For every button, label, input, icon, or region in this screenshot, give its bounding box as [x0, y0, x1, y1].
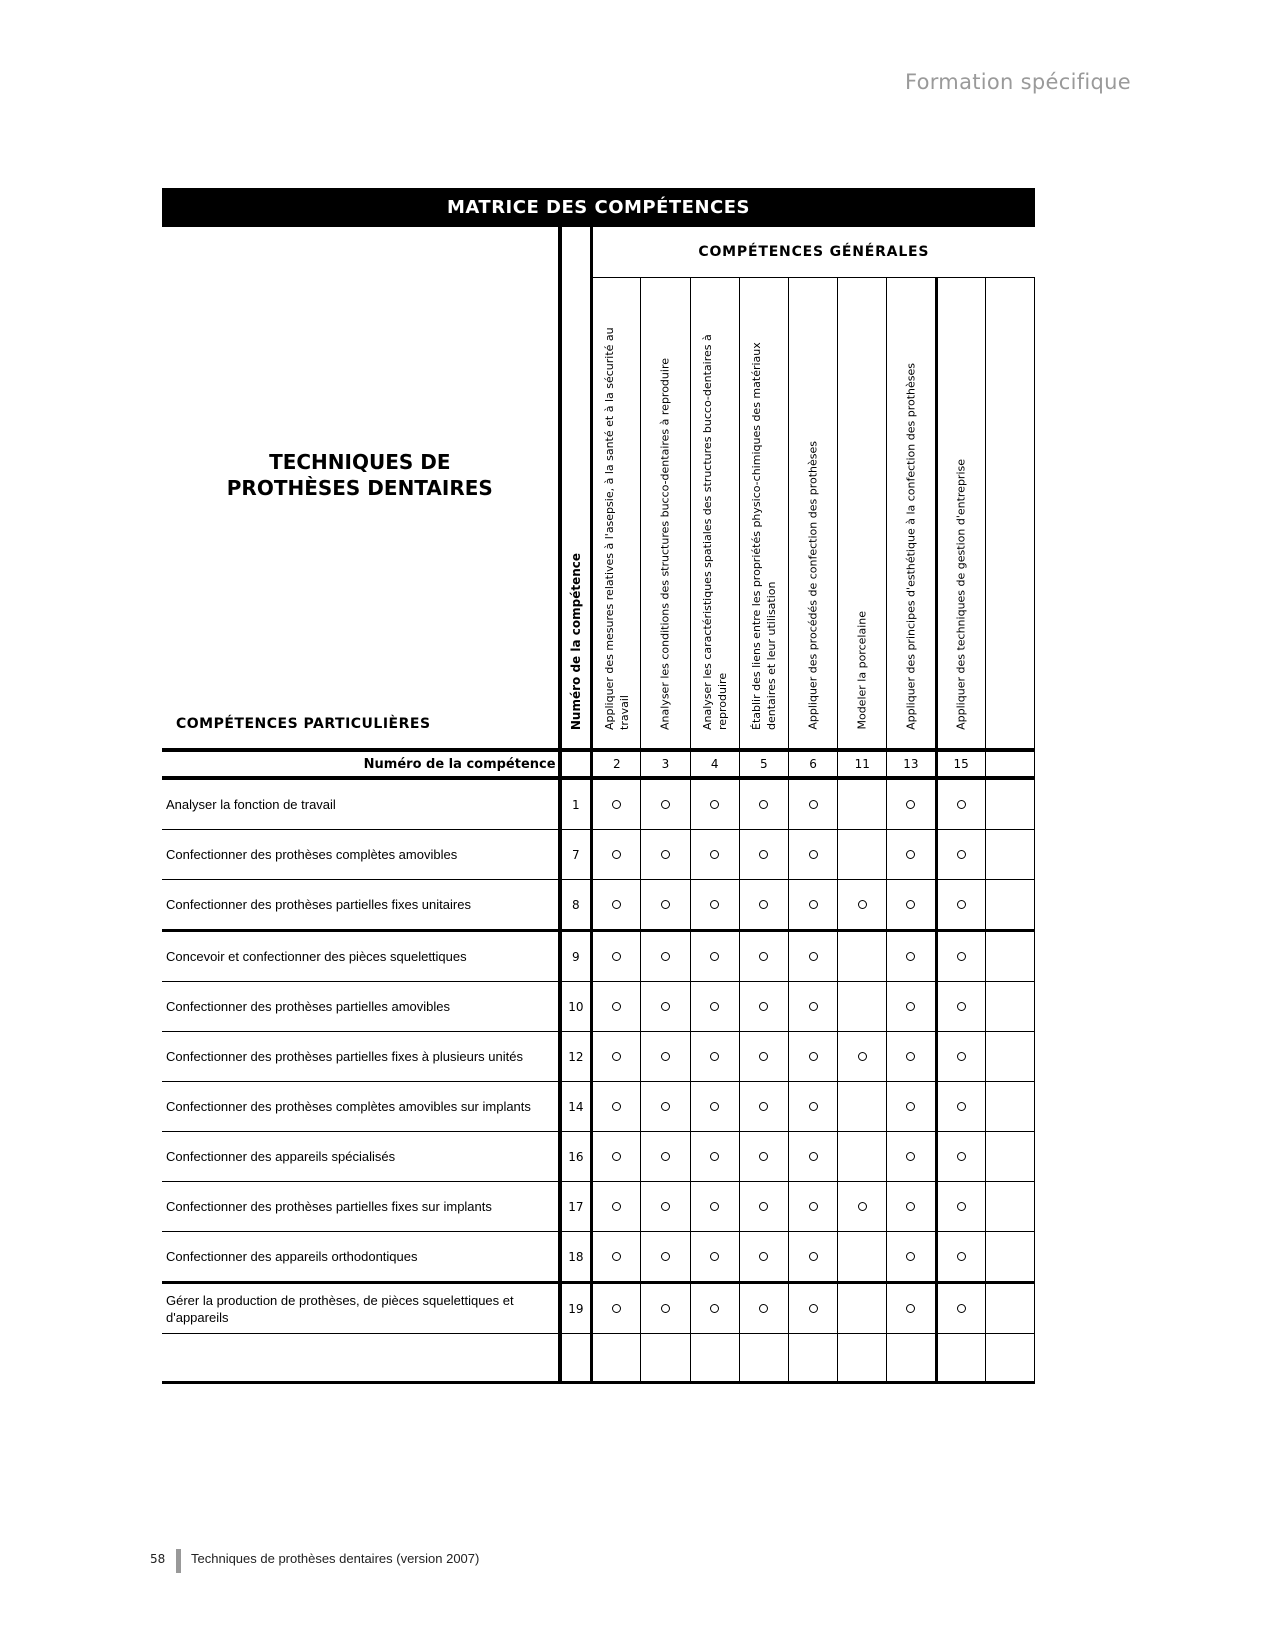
- matrix-cell: [936, 1132, 985, 1182]
- matrix-cell: [788, 1032, 837, 1082]
- circle-marker-icon: [612, 1052, 621, 1061]
- matrix-cell: [838, 1132, 887, 1182]
- particular-competency-number: 12: [560, 1032, 592, 1082]
- circle-marker-icon: [710, 1152, 719, 1161]
- matrix-cell: [690, 931, 739, 982]
- particular-competency-label: Confectionner des prothèses partielles fixes unitaires: [162, 880, 560, 931]
- general-competency-header: [592, 278, 641, 751]
- particular-competency-number: 19: [560, 1283, 592, 1334]
- circle-marker-icon: [710, 952, 719, 961]
- particular-competency-label: Gérer la production de prothèses, de pièces squelettiques et d'appareils: [162, 1283, 560, 1334]
- circle-marker-icon: [906, 952, 915, 961]
- matrix-cell: [592, 1132, 641, 1182]
- general-competency-number: [985, 750, 1034, 778]
- circle-marker-icon: [661, 1252, 670, 1261]
- circle-marker-icon: [710, 850, 719, 859]
- particular-competency-number: 14: [560, 1082, 592, 1132]
- circle-marker-icon: [809, 1152, 818, 1161]
- circle-marker-icon: [759, 1002, 768, 1011]
- circle-marker-icon: [858, 1052, 867, 1061]
- matrix-cell: [838, 982, 887, 1032]
- matrix-cell: [690, 1132, 739, 1182]
- circle-marker-icon: [759, 1304, 768, 1313]
- particular-competency-number: 7: [560, 830, 592, 880]
- empty-cell: [936, 1334, 985, 1383]
- particular-competency-label: Confectionner des prothèses complètes amovibles sur implants: [162, 1082, 560, 1132]
- circle-marker-icon: [957, 800, 966, 809]
- matrix-cell: [739, 931, 788, 982]
- particular-competency-number: 16: [560, 1132, 592, 1182]
- table-row: [162, 931, 1035, 982]
- program-title-line-1: TECHNIQUES DE: [269, 450, 451, 474]
- table-row: [162, 830, 1035, 880]
- table-row: [162, 1182, 1035, 1232]
- matrix-cell: [788, 982, 837, 1032]
- circle-marker-icon: [612, 952, 621, 961]
- circle-marker-icon: [612, 1152, 621, 1161]
- circle-marker-icon: [957, 1304, 966, 1313]
- matrix-cell: [739, 1283, 788, 1334]
- circle-marker-icon: [957, 900, 966, 909]
- table-row: [162, 1032, 1035, 1082]
- general-competency-label: Appliquer des principes d'esthétique à la confection des prothèses: [904, 363, 918, 730]
- empty-cell: [739, 1334, 788, 1383]
- circle-marker-icon: [759, 1202, 768, 1211]
- matrix-cell: [936, 778, 985, 830]
- table-row: [162, 982, 1035, 1032]
- matrix-cell: [690, 982, 739, 1032]
- matrix-cell: [838, 1182, 887, 1232]
- general-competency-header: [887, 278, 936, 751]
- matrix-cell: [690, 1032, 739, 1082]
- circle-marker-icon: [759, 850, 768, 859]
- circle-marker-icon: [809, 1102, 818, 1111]
- matrix-cell: [641, 880, 690, 931]
- empty-row: [162, 1334, 1035, 1383]
- matrix-cell: [592, 1032, 641, 1082]
- general-competency-label: Appliquer des techniques de gestion d'entreprise: [954, 459, 968, 730]
- circle-marker-icon: [906, 850, 915, 859]
- general-competency-label: Analyser les caractéristiques spatiales des structures bucco-dentaires à reproduire: [700, 334, 729, 730]
- matrix-cell: [592, 880, 641, 931]
- circle-marker-icon: [710, 1102, 719, 1111]
- table-row: [162, 1283, 1035, 1334]
- circle-marker-icon: [957, 1002, 966, 1011]
- circle-marker-icon: [906, 1052, 915, 1061]
- matrix-cell: [592, 931, 641, 982]
- particular-competencies-title: COMPÉTENCES PARTICULIÈRES: [176, 716, 431, 732]
- matrix-cell: [838, 830, 887, 880]
- particular-competency-number: 18: [560, 1232, 592, 1283]
- particular-competency-number: 8: [560, 880, 592, 931]
- circle-marker-icon: [957, 1152, 966, 1161]
- matrix-cell: [838, 1082, 887, 1132]
- matrix-cell: [739, 880, 788, 931]
- circle-marker-icon: [612, 850, 621, 859]
- particular-competency-label: Confectionner des appareils spécialisés: [162, 1132, 560, 1182]
- circle-marker-icon: [661, 1102, 670, 1111]
- running-head: Formation spécifique: [904, 70, 1131, 94]
- circle-marker-icon: [612, 800, 621, 809]
- general-competency-label: Appliquer des mesures relatives à l'asepsie, à la santé et à la sécurité au travail: [602, 327, 631, 730]
- matrix-cell: [985, 1283, 1034, 1334]
- general-competency-label: Établir des liens entre les propriétés physico-chimiques des matériaux dentaires et leur utilisation: [749, 342, 778, 730]
- matrix-cell: [592, 1082, 641, 1132]
- circle-marker-icon: [661, 1202, 670, 1211]
- matrix-cell: [739, 1032, 788, 1082]
- general-competency-number: 3: [641, 750, 690, 778]
- matrix-cell: [936, 1182, 985, 1232]
- matrix-cell: [690, 830, 739, 880]
- circle-marker-icon: [612, 1304, 621, 1313]
- empty-cell: [162, 1334, 560, 1383]
- footer-title: Techniques de prothèses dentaires (version 2007): [191, 1551, 480, 1566]
- matrix-cell: [739, 1182, 788, 1232]
- matrix-cell: [936, 1082, 985, 1132]
- matrix-cell: [592, 1182, 641, 1232]
- matrix-cell: [985, 1132, 1034, 1182]
- particular-competency-number: 17: [560, 1182, 592, 1232]
- circle-marker-icon: [612, 1202, 621, 1211]
- empty-cell: [985, 1334, 1034, 1383]
- circle-marker-icon: [759, 1052, 768, 1061]
- circle-marker-icon: [957, 850, 966, 859]
- matrix-cell: [690, 880, 739, 931]
- matrix-cell: [641, 1182, 690, 1232]
- general-competency-number: 13: [887, 750, 936, 778]
- matrix-cell: [788, 880, 837, 931]
- circle-marker-icon: [858, 1202, 867, 1211]
- table-row: [162, 778, 1035, 830]
- circle-marker-icon: [906, 1102, 915, 1111]
- particular-competency-label: Confectionner des prothèses complètes amovibles: [162, 830, 560, 880]
- general-competency-label: Appliquer des procédés de confection des prothèses: [806, 441, 820, 730]
- table-row: [162, 880, 1035, 931]
- matrix-cell: [985, 778, 1034, 830]
- number-row-empty: [560, 750, 592, 778]
- program-header-cell: [162, 227, 560, 750]
- matrix-cell: [887, 880, 936, 931]
- circle-marker-icon: [710, 1052, 719, 1061]
- matrix-table: [162, 227, 1035, 1384]
- circle-marker-icon: [759, 1152, 768, 1161]
- matrix-cell: [985, 1232, 1034, 1283]
- circle-marker-icon: [612, 1252, 621, 1261]
- matrix-cell: [592, 982, 641, 1032]
- general-competency-header: [641, 278, 690, 751]
- matrix-cell: [887, 1182, 936, 1232]
- matrix-cell: [641, 1283, 690, 1334]
- particular-competency-label: Confectionner des prothèses partielles amovibles: [162, 982, 560, 1032]
- circle-marker-icon: [957, 1252, 966, 1261]
- general-competency-header: [690, 278, 739, 751]
- circle-marker-icon: [906, 1304, 915, 1313]
- matrix-cell: [887, 982, 936, 1032]
- particular-competency-label: Confectionner des appareils orthodontiques: [162, 1232, 560, 1283]
- circle-marker-icon: [710, 1304, 719, 1313]
- particular-competency-label: Concevoir et confectionner des pièces squelettiques: [162, 931, 560, 982]
- matrix-cell: [592, 830, 641, 880]
- matrix-cell: [690, 1232, 739, 1283]
- matrix-cell: [887, 1132, 936, 1182]
- empty-cell: [887, 1334, 936, 1383]
- general-competency-number: 6: [788, 750, 837, 778]
- circle-marker-icon: [957, 1202, 966, 1211]
- matrix-cell: [936, 1032, 985, 1082]
- general-competency-number: 15: [936, 750, 985, 778]
- general-competency-header: [739, 278, 788, 751]
- page-number: 58: [150, 1552, 166, 1566]
- matrix-cell: [788, 1232, 837, 1283]
- circle-marker-icon: [661, 1152, 670, 1161]
- general-competency-header: [985, 278, 1034, 751]
- empty-cell: [788, 1334, 837, 1383]
- circle-marker-icon: [906, 1152, 915, 1161]
- circle-marker-icon: [906, 1202, 915, 1211]
- circle-marker-icon: [661, 800, 670, 809]
- matrix-cell: [788, 830, 837, 880]
- competency-matrix: [162, 188, 1035, 1384]
- circle-marker-icon: [710, 1252, 719, 1261]
- empty-cell: [592, 1334, 641, 1383]
- circle-marker-icon: [809, 1052, 818, 1061]
- matrix-cell: [838, 778, 887, 830]
- circle-marker-icon: [661, 900, 670, 909]
- circle-marker-icon: [710, 900, 719, 909]
- matrix-cell: [641, 982, 690, 1032]
- empty-cell: [641, 1334, 690, 1383]
- matrix-cell: [936, 1283, 985, 1334]
- matrix-cell: [641, 1082, 690, 1132]
- matrix-cell: [690, 778, 739, 830]
- general-competency-header: [788, 278, 837, 751]
- matrix-cell: [887, 931, 936, 982]
- circle-marker-icon: [858, 900, 867, 909]
- matrix-cell: [592, 1232, 641, 1283]
- general-competencies-title: COMPÉTENCES GÉNÉRALES: [592, 227, 1035, 278]
- matrix-cell: [739, 1232, 788, 1283]
- empty-cell: [838, 1334, 887, 1383]
- matrix-title: MATRICE DES COMPÉTENCES: [162, 188, 1035, 227]
- circle-marker-icon: [906, 900, 915, 909]
- particular-competency-label: Confectionner des prothèses partielles fixes à plusieurs unités: [162, 1032, 560, 1082]
- matrix-cell: [739, 1132, 788, 1182]
- matrix-cell: [985, 1032, 1034, 1082]
- circle-marker-icon: [906, 1252, 915, 1261]
- matrix-cell: [788, 778, 837, 830]
- circle-marker-icon: [661, 952, 670, 961]
- particular-competency-label: Analyser la fonction de travail: [162, 778, 560, 830]
- circle-marker-icon: [759, 952, 768, 961]
- circle-marker-icon: [809, 952, 818, 961]
- matrix-cell: [788, 931, 837, 982]
- particular-competency-label: Confectionner des prothèses partielles fixes sur implants: [162, 1182, 560, 1232]
- matrix-cell: [641, 1232, 690, 1283]
- matrix-cell: [887, 1082, 936, 1132]
- matrix-cell: [887, 830, 936, 880]
- program-title: [162, 449, 558, 501]
- general-competency-number: 5: [739, 750, 788, 778]
- circle-marker-icon: [957, 1052, 966, 1061]
- circle-marker-icon: [906, 800, 915, 809]
- matrix-cell: [838, 1032, 887, 1082]
- table-row: [162, 1232, 1035, 1283]
- matrix-cell: [690, 1182, 739, 1232]
- number-column-header-text: Numéro de la compétence: [568, 552, 583, 730]
- matrix-cell: [887, 778, 936, 830]
- circle-marker-icon: [661, 1052, 670, 1061]
- circle-marker-icon: [809, 1202, 818, 1211]
- circle-marker-icon: [710, 800, 719, 809]
- circle-marker-icon: [809, 1252, 818, 1261]
- matrix-cell: [985, 880, 1034, 931]
- matrix-cell: [838, 1232, 887, 1283]
- matrix-cell: [985, 1082, 1034, 1132]
- general-competency-header: [838, 278, 887, 751]
- empty-cell: [690, 1334, 739, 1383]
- circle-marker-icon: [661, 850, 670, 859]
- circle-marker-icon: [957, 952, 966, 961]
- circle-marker-icon: [809, 800, 818, 809]
- matrix-cell: [788, 1132, 837, 1182]
- matrix-cell: [690, 1283, 739, 1334]
- matrix-cell: [936, 830, 985, 880]
- matrix-cell: [690, 1082, 739, 1132]
- general-competency-header: [936, 278, 985, 751]
- circle-marker-icon: [710, 1002, 719, 1011]
- general-competency-number: 11: [838, 750, 887, 778]
- matrix-cell: [788, 1182, 837, 1232]
- circle-marker-icon: [957, 1102, 966, 1111]
- matrix-cell: [788, 1082, 837, 1132]
- circle-marker-icon: [759, 1102, 768, 1111]
- particular-competency-number: 9: [560, 931, 592, 982]
- general-competency-label: Modeler la porcelaine: [855, 611, 869, 730]
- number-row-label: Numéro de la compétence: [162, 750, 560, 778]
- matrix-cell: [641, 931, 690, 982]
- circle-marker-icon: [759, 900, 768, 909]
- matrix-cell: [985, 931, 1034, 982]
- general-competency-label: Analyser les conditions des structures bucco-dentaires à reproduire: [658, 358, 672, 730]
- matrix-cell: [838, 1283, 887, 1334]
- circle-marker-icon: [759, 1252, 768, 1261]
- matrix-cell: [641, 1132, 690, 1182]
- table-row: [162, 1082, 1035, 1132]
- empty-cell: [560, 1334, 592, 1383]
- circle-marker-icon: [809, 900, 818, 909]
- matrix-cell: [936, 1232, 985, 1283]
- table-row: [162, 1132, 1035, 1182]
- matrix-cell: [936, 931, 985, 982]
- circle-marker-icon: [661, 1304, 670, 1313]
- circle-marker-icon: [906, 1002, 915, 1011]
- matrix-cell: [887, 1032, 936, 1082]
- particular-competency-number: 10: [560, 982, 592, 1032]
- matrix-cell: [985, 982, 1034, 1032]
- circle-marker-icon: [759, 800, 768, 809]
- matrix-cell: [592, 778, 641, 830]
- matrix-cell: [592, 1283, 641, 1334]
- general-competency-number: 2: [592, 750, 641, 778]
- matrix-cell: [936, 982, 985, 1032]
- circle-marker-icon: [612, 1102, 621, 1111]
- circle-marker-icon: [612, 1002, 621, 1011]
- circle-marker-icon: [809, 1304, 818, 1313]
- particular-competency-number: 1: [560, 778, 592, 830]
- matrix-cell: [936, 880, 985, 931]
- circle-marker-icon: [809, 850, 818, 859]
- matrix-cell: [788, 1283, 837, 1334]
- program-title-line-2: PROTHÈSES DENTAIRES: [226, 476, 493, 500]
- matrix-cell: [739, 982, 788, 1032]
- footer-divider: [176, 1549, 181, 1573]
- circle-marker-icon: [661, 1002, 670, 1011]
- page-footer: [150, 1549, 479, 1573]
- matrix-cell: [985, 1182, 1034, 1232]
- matrix-cell: [739, 1082, 788, 1132]
- matrix-cell: [739, 778, 788, 830]
- circle-marker-icon: [809, 1002, 818, 1011]
- matrix-cell: [838, 931, 887, 982]
- matrix-cell: [887, 1232, 936, 1283]
- matrix-cell: [887, 1283, 936, 1334]
- number-column-header: [560, 227, 592, 750]
- matrix-cell: [838, 880, 887, 931]
- matrix-cell: [641, 1032, 690, 1082]
- circle-marker-icon: [612, 900, 621, 909]
- general-competency-number: 4: [690, 750, 739, 778]
- circle-marker-icon: [710, 1202, 719, 1211]
- matrix-cell: [739, 830, 788, 880]
- matrix-cell: [985, 830, 1034, 880]
- matrix-cell: [641, 778, 690, 830]
- matrix-cell: [641, 830, 690, 880]
